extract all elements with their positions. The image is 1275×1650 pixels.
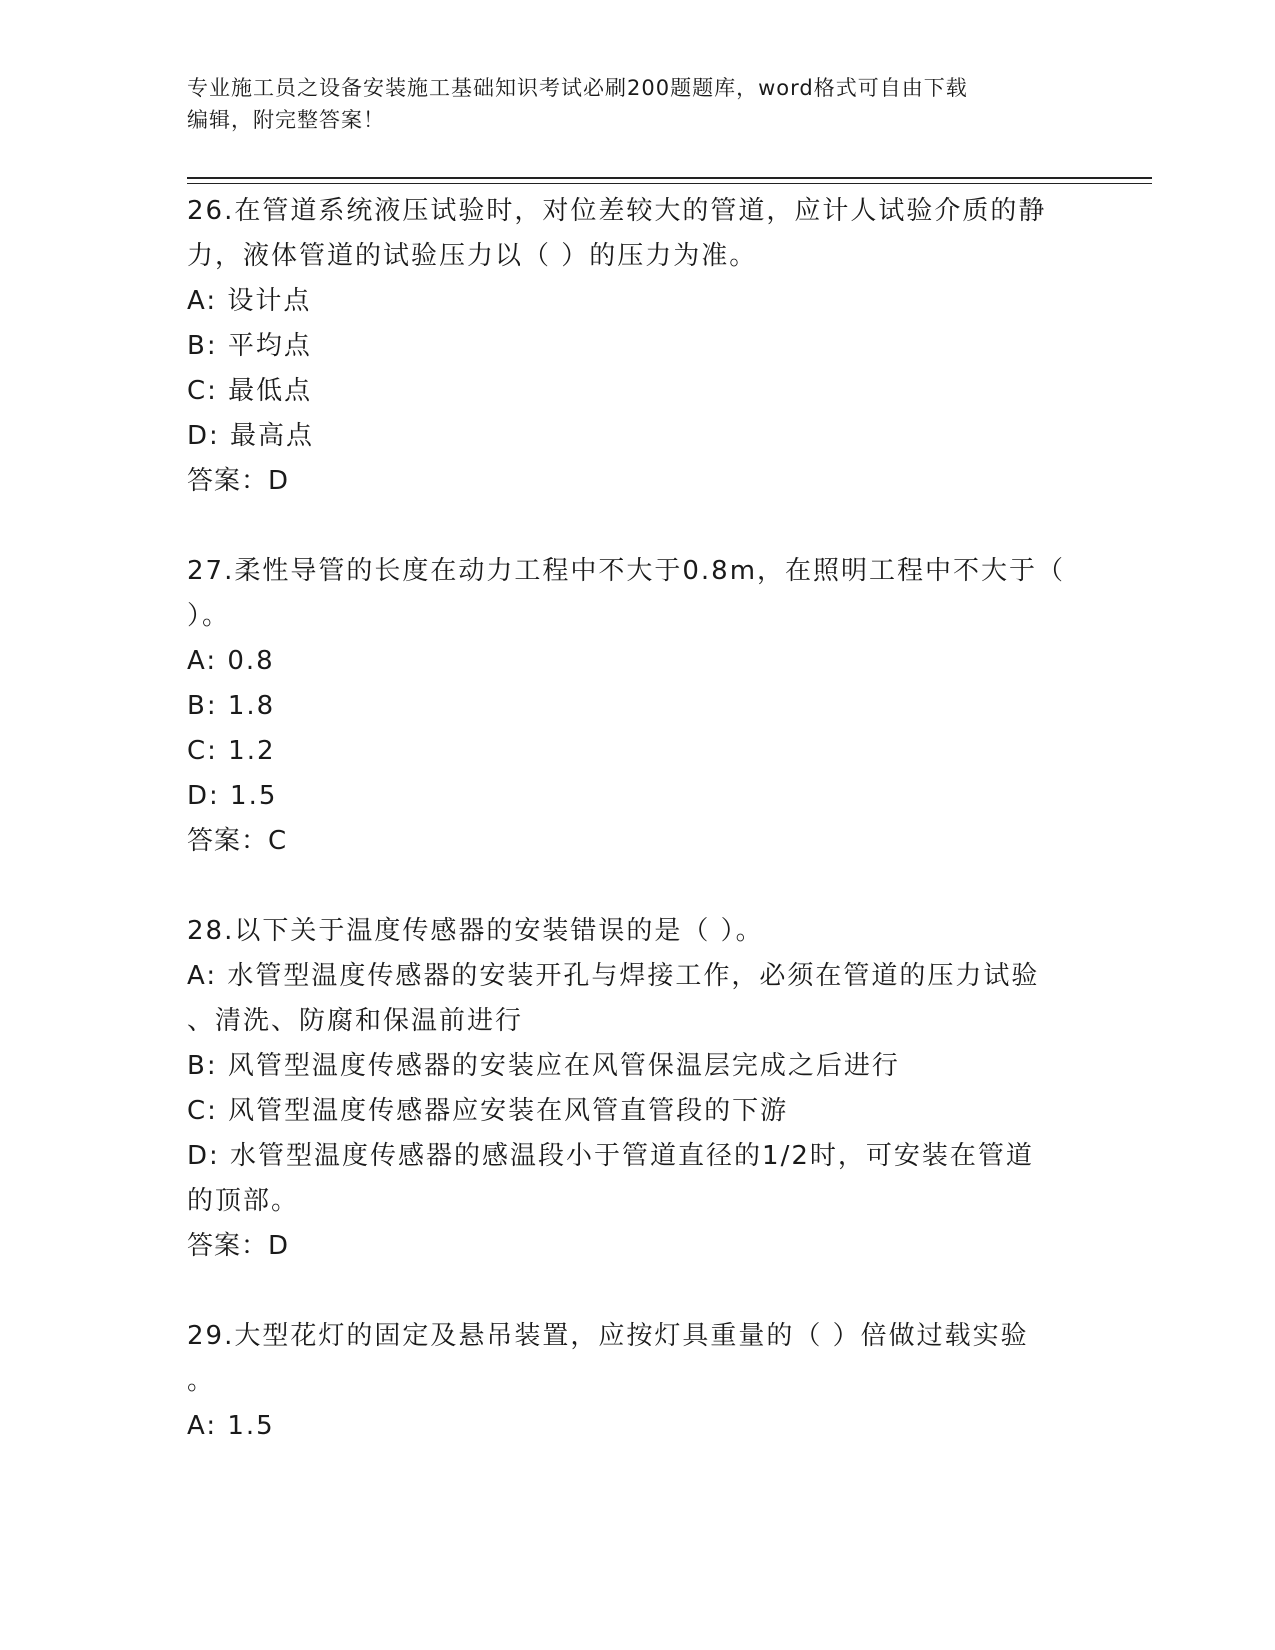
answer-option: A: 水管型温度传感器的安装开孔与焊接工作，必须在管道的压力试验 bbox=[187, 961, 1040, 991]
answer-option: A: 0.8 bbox=[187, 646, 275, 676]
question-stem-line: 26.在管道系统液压试验时，对位差较大的管道，应计人试验介质的静 bbox=[187, 196, 1047, 226]
answer-option: C: 风管型温度传感器应安装在风管直管段的下游 bbox=[187, 1096, 789, 1126]
header-divider-thin bbox=[187, 183, 1152, 184]
answer-key bbox=[187, 459, 1087, 504]
question-block bbox=[187, 189, 1087, 504]
question-list bbox=[187, 189, 1087, 1494]
answer-option: D: 1.5 bbox=[187, 781, 278, 811]
answer-option: A: 设计点 bbox=[187, 286, 312, 316]
answer-option: C: 最低点 bbox=[187, 376, 313, 406]
header-title-line-2: 编辑，附完整答案！ bbox=[187, 108, 385, 132]
question-block bbox=[187, 909, 1087, 1269]
question-stem-line: 29.大型花灯的固定及悬吊装置，应按灯具重量的（ ）倍做过载实验 bbox=[187, 1321, 1029, 1351]
answer-option: B: 风管型温度传感器的安装应在风管保温层完成之后进行 bbox=[187, 1051, 900, 1081]
question-block bbox=[187, 549, 1087, 864]
header-divider-thick bbox=[187, 177, 1152, 179]
question-block bbox=[187, 1314, 1087, 1449]
question-stem-line: 28.以下关于温度传感器的安装错误的是（ ）。 bbox=[187, 916, 764, 946]
question-stem-line: 。 bbox=[187, 1366, 216, 1396]
answer-option: 、清洗、防腐和保温前进行 bbox=[187, 1006, 524, 1036]
answer-option: C: 1.2 bbox=[187, 736, 276, 766]
answer-key-label: 答案： bbox=[187, 826, 269, 856]
answer-option: A: 1.5 bbox=[187, 1411, 275, 1441]
answer-option: 的顶部。 bbox=[187, 1186, 300, 1216]
question-stem-line: 27.柔性导管的长度在动力工程中不大于0.8m，在照明工程中不大于（ bbox=[187, 556, 1066, 586]
answer-option: B: 平均点 bbox=[187, 331, 312, 361]
document-header bbox=[187, 72, 1067, 136]
header-title-line-1: 专业施工员之设备安装施工基础知识考试必刷200题题库，word格式可自由下载 bbox=[187, 76, 968, 100]
answer-key-label: 答案： bbox=[187, 1231, 269, 1261]
question-stem-line: ）。 bbox=[187, 601, 231, 631]
answer-key bbox=[187, 819, 1087, 864]
answer-key-value: D bbox=[268, 466, 290, 496]
answer-option: D: 水管型温度传感器的感温段小于管道直径的1/2时，可安装在管道 bbox=[187, 1141, 1034, 1171]
question-stem-line: 力，液体管道的试验压力以（ ）的压力为准。 bbox=[187, 241, 758, 271]
answer-option: B: 1.8 bbox=[187, 691, 276, 721]
answer-key bbox=[187, 1224, 1087, 1269]
answer-key-value: C bbox=[268, 826, 288, 856]
answer-key-label: 答案： bbox=[187, 466, 269, 496]
answer-option: D: 最高点 bbox=[187, 421, 315, 451]
answer-key-value: D bbox=[268, 1231, 290, 1261]
